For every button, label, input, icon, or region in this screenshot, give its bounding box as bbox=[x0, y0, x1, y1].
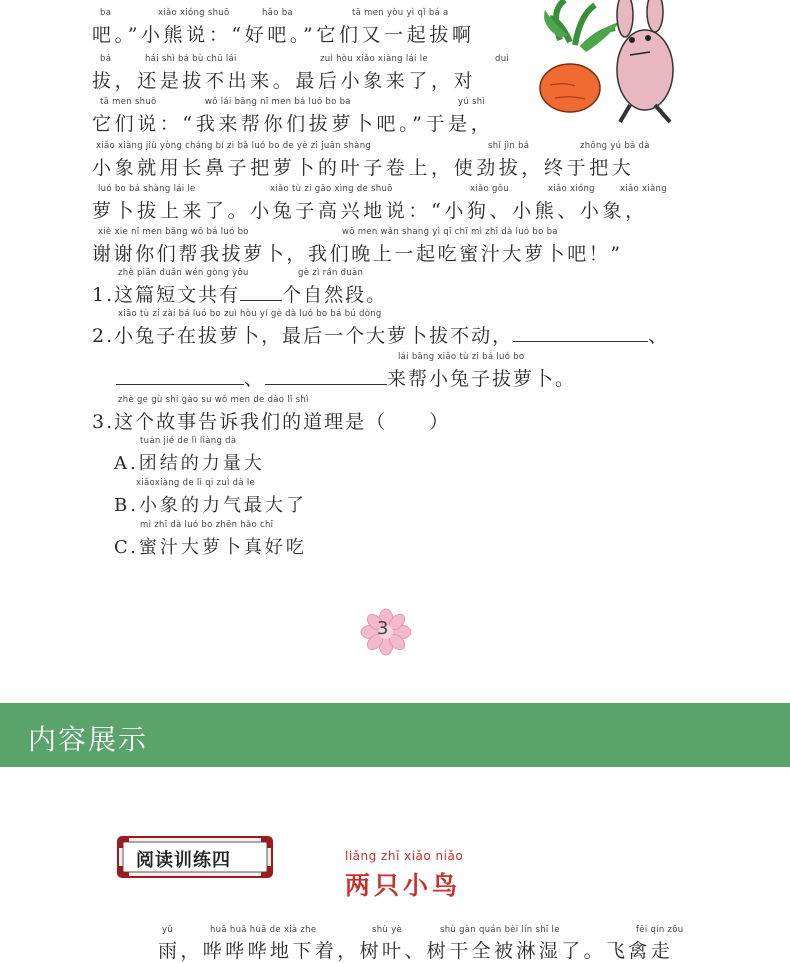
pinyin: hǎo ba bbox=[262, 8, 293, 18]
pinyin: tā men yòu yì qǐ bá a bbox=[352, 8, 449, 18]
chinese-text: 萝卜拔上来了。小兔子高兴地说：“小狗、小熊、小象， bbox=[92, 200, 648, 222]
pinyin: zhōng yú bǎ dà bbox=[580, 141, 650, 151]
answer-blank[interactable] bbox=[240, 299, 282, 301]
question-1-text: 1.这篇短文共有 个自然段。 bbox=[92, 284, 388, 306]
pinyin: duì bbox=[495, 54, 510, 64]
chinese-text: 谢谢你们帮我拔萝卜，我们晚上一起吃蜜汁大萝卜吧！” bbox=[92, 243, 623, 265]
pinyin: xiǎoxiàng de lì qi zuì dà le bbox=[136, 478, 256, 488]
pinyin: xiǎo tù zi zài bá luó bo zuì hòu yí gè dà luó bo bá bú dòng bbox=[118, 309, 382, 319]
pinyin: mì zhī dà luó bo zhēn hǎo chī bbox=[140, 520, 274, 530]
story-title-pinyin: liǎng zhī xiǎo niǎo bbox=[345, 849, 464, 863]
option-a-text: A.团结的力量大 bbox=[114, 453, 265, 474]
option-c-text: C.蜜汁大萝卜真好吃 bbox=[114, 537, 307, 558]
pinyin: xiǎo xiàng bbox=[620, 184, 667, 194]
pinyin: wǒ lái bāng nǐ men bá luó bo ba bbox=[205, 97, 351, 107]
rabbit-carrot-illustration bbox=[520, 0, 700, 125]
pinyin: luó bo bá shàng lái le bbox=[98, 184, 196, 194]
exercise-label: 阅读训练四 bbox=[136, 850, 231, 871]
pinyin: hái shì bá bù chū lái bbox=[145, 54, 237, 64]
pinyin: xiǎo xiàng jiù yòng cháng bí zi bǎ luó bo de yè zi juǎn shàng bbox=[96, 141, 372, 151]
chinese-text: 雨，哗哗哗地下着，树叶、树干全被淋湿了。飞禽走 bbox=[158, 940, 674, 962]
banner-title: 内容展示 bbox=[28, 723, 149, 756]
chinese-text: 它们说：“我来帮你们拔萝卜吧。”于是， bbox=[92, 113, 494, 135]
pinyin: lái bāng xiǎo tù zi bá luó bo bbox=[398, 352, 525, 362]
answer-blank[interactable] bbox=[116, 383, 244, 385]
answer-blank[interactable] bbox=[265, 383, 387, 385]
answer-blank[interactable] bbox=[513, 340, 648, 342]
pinyin: tuán jié de lì liàng dà bbox=[140, 436, 237, 446]
story-title: 两只小鸟 bbox=[345, 871, 462, 900]
pinyin: wǒ men wǎn shang yì qǐ chī mì zhī dà luó bo ba bbox=[342, 227, 558, 237]
question-2-text-cont: 、 来帮小兔子拔萝卜。 bbox=[116, 364, 576, 391]
pinyin: fēi qín zǒu bbox=[636, 925, 684, 935]
pinyin: tā men shuō bbox=[100, 97, 157, 107]
chinese-text: 小象就用长鼻子把萝卜的叶子卷上，使劲拔，终于把大 bbox=[92, 157, 635, 179]
question-2-text: 2.小兔子在拔萝卜，最后一个大萝卜拔不动， 、 bbox=[92, 325, 670, 347]
page-number: 3 bbox=[377, 618, 389, 639]
pinyin: huā huā huā de xià zhe bbox=[210, 925, 317, 935]
option-b-text: B.小象的力气最大了 bbox=[114, 495, 307, 516]
pinyin: gè zì rán duàn bbox=[298, 268, 364, 278]
pinyin: zhè ge gù shi gào su wǒ men de dào lǐ shì bbox=[118, 395, 309, 405]
pinyin: ba bbox=[100, 8, 112, 18]
chinese-text: 拔，还是拔不出来。最后小象来了，对 bbox=[92, 70, 477, 92]
pinyin: shǐ jìn bá bbox=[488, 141, 530, 151]
chinese-text: 吧。”小熊说：“好吧。”它们又一起拔啊 bbox=[92, 24, 475, 46]
pinyin: yǔ bbox=[162, 925, 174, 935]
pinyin: xiǎo xióng bbox=[548, 184, 595, 194]
question-3-text: 3.这个故事告诉我们的道理是（ ） bbox=[92, 411, 451, 433]
pinyin: zuì hòu xiǎo xiàng lái le bbox=[320, 54, 428, 64]
pinyin: xiǎo gǒu bbox=[470, 184, 509, 194]
pinyin: zhè piān duǎn wén gòng yǒu bbox=[118, 268, 249, 278]
pinyin: yú shì bbox=[458, 97, 486, 107]
pinyin: xiè xie nǐ men bāng wǒ bá luó bo bbox=[98, 227, 249, 237]
pinyin: bá bbox=[100, 54, 112, 64]
pinyin: xiǎo tù zi gāo xìng de shuō bbox=[270, 184, 393, 194]
pinyin: shù yè bbox=[372, 925, 402, 935]
pinyin: shù gàn quán bèi lín shī le bbox=[440, 925, 560, 935]
pinyin: xiǎo xióng shuō bbox=[158, 8, 230, 18]
